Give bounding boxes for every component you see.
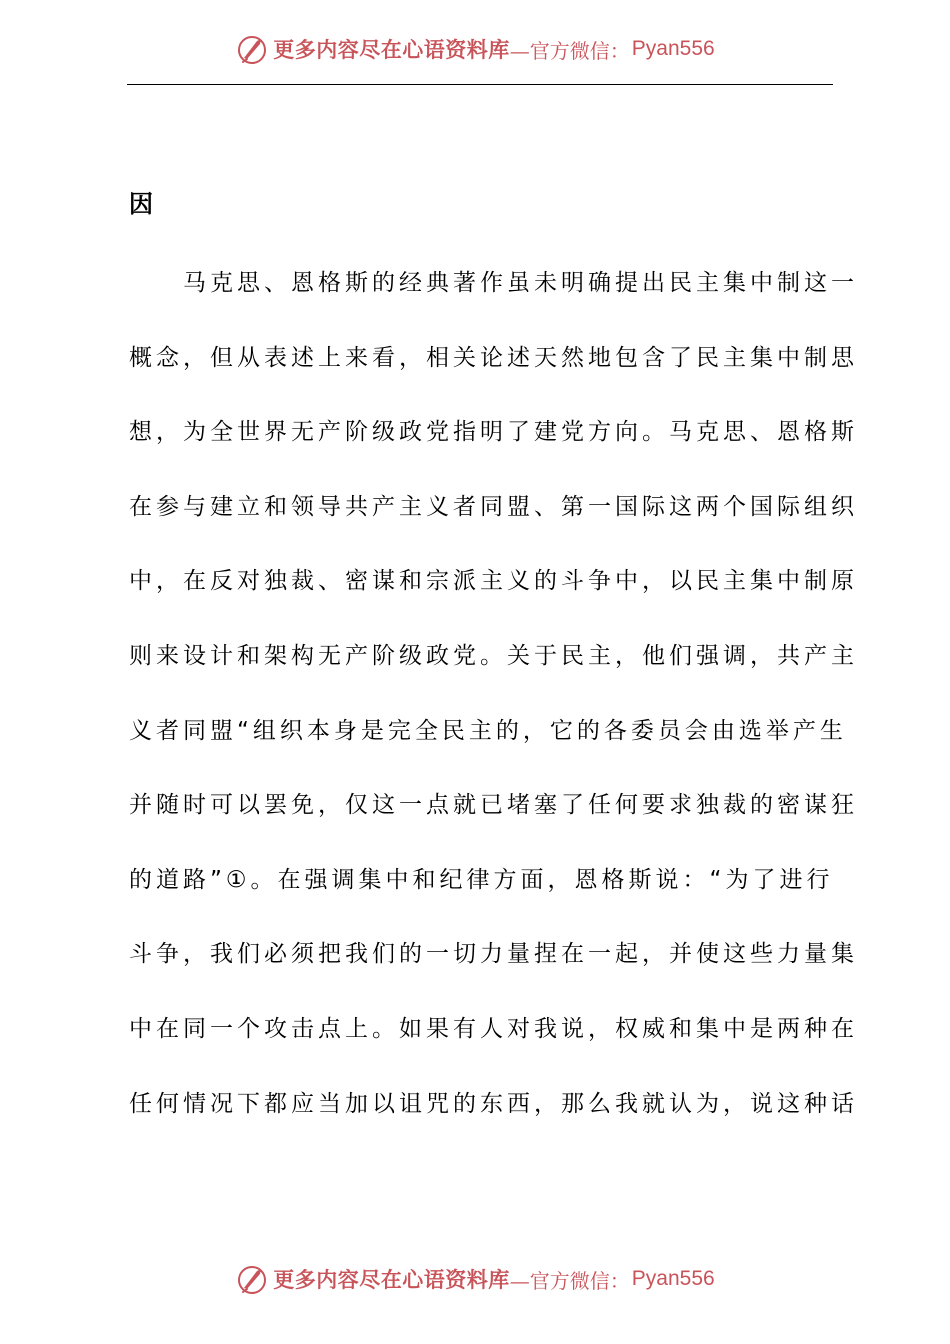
header-divider: [127, 84, 833, 85]
body-line: 则来设计和架构无产阶级政党。关于民主，他们强调，共产主: [129, 642, 858, 669]
body-line: 的道路”①。在强调集中和纪律方面，恩格斯说：“为了进行: [129, 866, 834, 893]
header-watermark: [0, 31, 950, 67]
brand-text: 更多内容尽在心语资料库: [273, 1267, 510, 1292]
body-line: 斗争，我们必须把我们的一切力量捏在一起，并使这些力量集: [129, 941, 858, 968]
quill-pen-icon: [235, 1262, 269, 1296]
body-line: 在参与建立和领导共产主义者同盟、第一国际这两个国际组织: [129, 493, 858, 520]
contact-id: Pyan556: [631, 1267, 715, 1290]
body-text: [129, 246, 858, 1141]
contact-label: —官方微信：: [509, 38, 630, 63]
contact-label: —官方微信：: [509, 1268, 630, 1293]
quill-pen-icon: [235, 32, 269, 66]
body-line: 任何情况下都应当加以诅咒的东西，那么我就认为，说这种话: [129, 1090, 858, 1117]
body-line: 义者同盟“组织本身是完全民主的，它的各委员会由选举产生: [129, 717, 847, 744]
body-line: 概念，但从表述上来看，相关论述天然地包含了民主集中制思: [129, 344, 858, 371]
brand-text: 更多内容尽在心语资料库: [273, 37, 510, 62]
footer-watermark: [0, 1261, 950, 1297]
contact-id: Pyan556: [631, 37, 715, 60]
body-line: 并随时可以罢免，仅这一点就已堵塞了任何要求独裁的密谋狂: [129, 792, 858, 819]
body-line: 中在同一个攻击点上。如果有人对我说，权威和集中是两种在: [129, 1015, 858, 1042]
page-heading: 因: [129, 190, 153, 218]
body-line: 马克思、恩格斯的经典著作虽未明确提出民主集中制这一: [129, 270, 858, 296]
body-line: 中，在反对独裁、密谋和宗派主义的斗争中，以民主集中制原: [129, 568, 858, 595]
body-line: 想，为全世界无产阶级政党指明了建党方向。马克思、恩格斯: [129, 419, 858, 446]
